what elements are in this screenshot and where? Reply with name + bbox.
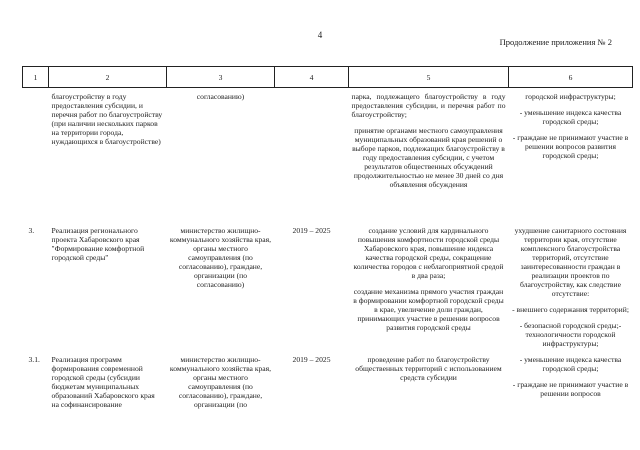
column-header: 1 (23, 67, 49, 88)
measure-name: Реализация регионального проекта Хабаровского края "Формирование комфортной городской среды" (51, 226, 145, 262)
implementation-period: 2019 – 2025 (292, 226, 331, 235)
table-row (23, 355, 633, 415)
result-item: проведение работ по благоустройству общественных территорий с использованием средств субсидии (355, 355, 502, 382)
result-item: создание условий для кардинального повышения комфортности городской среды Хабаровского края, повышение индекса качества городской среды, сокращение количества городов с неблагоприятной средой в два раза; (353, 226, 504, 280)
consequence-item: - безопасной городской среды;- технологичности городской инфраструктуры; (519, 321, 622, 348)
consequence-item: - граждане не принимают участие в решении вопросов (512, 380, 629, 398)
implementation-period (275, 88, 349, 225)
consequence-item: городской инфраструктуры; (525, 92, 616, 101)
result-item: принятие органами местного самоуправления муниципальных образований края решений о выборе парков, подлежащих благоустройству в году предоставления субсидии, с учетом результатов общественных обсуждений продолжительностью не менее 30 дней со дня объявления обсуждения (352, 126, 505, 189)
implementation-period: 2019 – 2025 (292, 355, 331, 364)
measure-name: благоустройству в году предоставления субсидии, и перечня работ по благоустройству (при наличии нескольких парков на территории города, нуждающихся в благоустройстве) (51, 92, 163, 146)
expected-results (349, 224, 509, 355)
responsible-executor: министерство жилищно-коммунального хозяйства края, органы местного самоуправления (по согласованию), граждане, организации (по (169, 355, 272, 409)
page-number: 4 (317, 30, 323, 40)
non-implementation-consequences (509, 88, 633, 225)
table-row (23, 224, 633, 355)
consequence-item: - внешнего содержания территорий; (512, 305, 629, 314)
result-item: создание механизма прямого участия граждан в формировании комфортной городской среды в крае, увеличение доли граждан, принимающих участие в решении вопросов развития городской среды (353, 287, 504, 332)
table-row (23, 88, 633, 225)
measures-table (22, 66, 633, 415)
appendix-continuation-note: Продолжение приложения № 2 (499, 37, 612, 47)
responsible-executor: согласованию) (196, 92, 245, 101)
expected-results (349, 355, 509, 415)
table-header-row (23, 67, 633, 88)
non-implementation-consequences (509, 355, 633, 415)
column-header: 2 (49, 67, 167, 88)
column-header: 4 (275, 67, 349, 88)
column-header: 5 (349, 67, 509, 88)
result-item: парка, подлежащего благоустройству в году предоставления субсидии, и перечня работ по благоустройству; (351, 92, 506, 119)
consequence-item: ухудшение санитарного состояния территории края, отсутствие комплексного благоустройства территорий, отсутствие заинтересованности граждан в реализации проектов по благоустройству, как следствие отсутствие: (514, 226, 627, 298)
column-header: 6 (509, 67, 633, 88)
row-number: 3. (28, 226, 35, 235)
column-header: 3 (167, 67, 275, 88)
consequence-item: - уменьшение индекса качества городской среды; (519, 355, 622, 373)
responsible-executor: министерство жилищно-коммунального хозяйства края, органы местного самоуправления (по согласованию), граждане, организации (по согласованию) (169, 226, 272, 289)
expected-results (349, 88, 509, 225)
non-implementation-consequences (509, 224, 633, 355)
measure-name: Реализация программ формирования современной городской среды (субсидии бюджетам муниципальных образований Хабаровского края на софинансирование (51, 355, 155, 409)
row-number: 3.1. (28, 355, 40, 364)
consequence-item: - уменьшение индекса качества городской среды; (519, 108, 622, 126)
row-number (23, 88, 49, 225)
consequence-item: - граждане не принимают участие в решении вопросов развития городской среды; (512, 133, 629, 160)
